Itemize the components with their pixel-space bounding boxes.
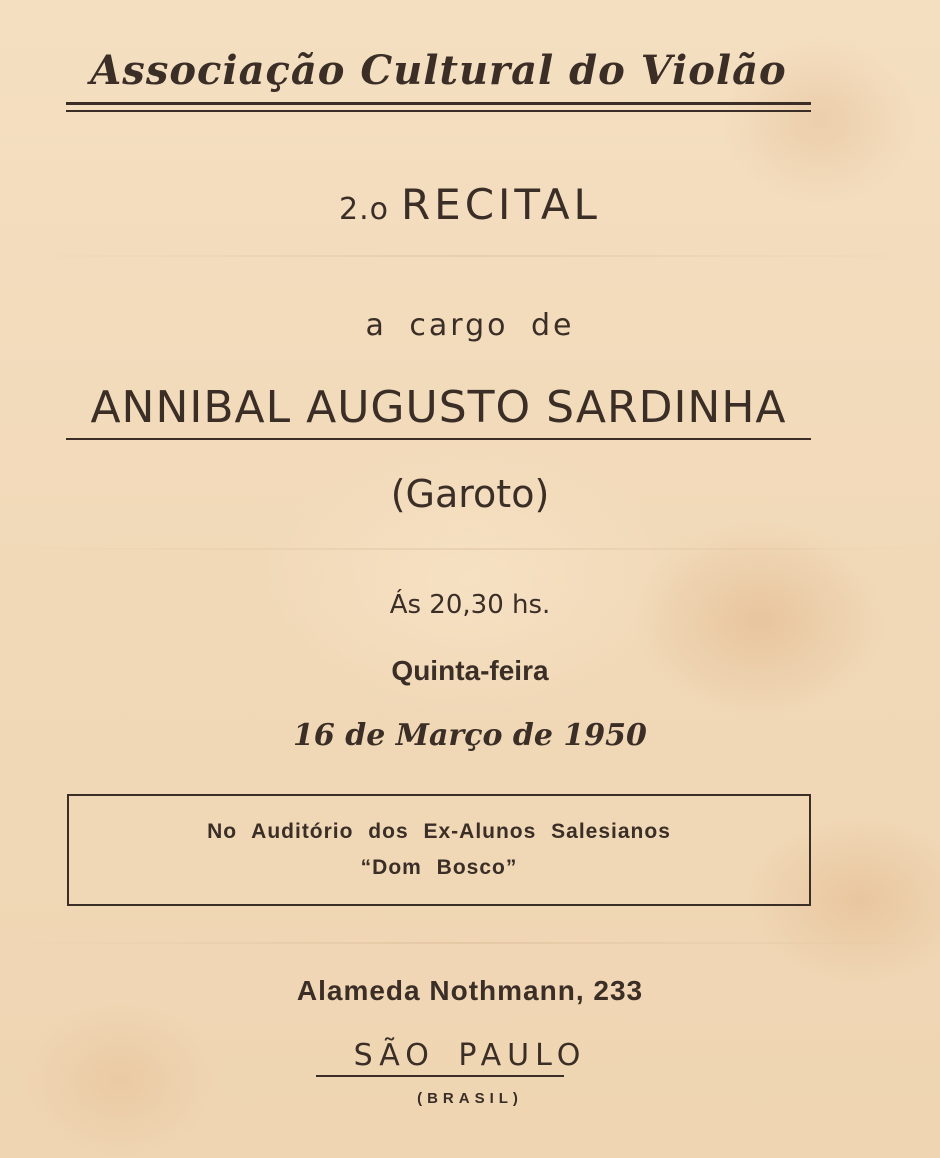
event-time: Ás 20,30 hs. (389, 590, 551, 620)
recital-heading (0, 180, 940, 229)
performer-nickname: (Garoto) (390, 472, 550, 516)
header-rule-thick (66, 102, 811, 105)
performer-intro: a cargo de (365, 308, 575, 343)
recital-ordinal: 2.o (339, 192, 389, 227)
venue-name: No Auditório dos Ex-Alunos Salesianos (207, 820, 671, 843)
city-underline (316, 1075, 564, 1077)
venue-address: Alameda Nothmann, 233 (296, 975, 644, 1006)
performer-name: ANNIBAL AUGUSTO SARDINHA (90, 382, 787, 433)
paper-fold-line (0, 255, 940, 257)
venue-country: (BRASIL) (417, 1090, 523, 1107)
venue-box (67, 794, 811, 906)
venue-city: SÃO PAULO (353, 1038, 587, 1073)
association-title: Associação Cultural do Violão (90, 47, 787, 94)
header-rule-thin (66, 110, 811, 112)
event-date: 16 de Março de 1950 (293, 718, 647, 753)
paper-fold-line (0, 942, 940, 944)
event-weekday: Quinta-feira (391, 655, 549, 686)
venue-subname: “Dom Bosco” (360, 856, 518, 879)
performer-underline (66, 438, 811, 440)
recital-title: RECITAL (401, 180, 601, 229)
paper-fold-line (0, 548, 940, 550)
